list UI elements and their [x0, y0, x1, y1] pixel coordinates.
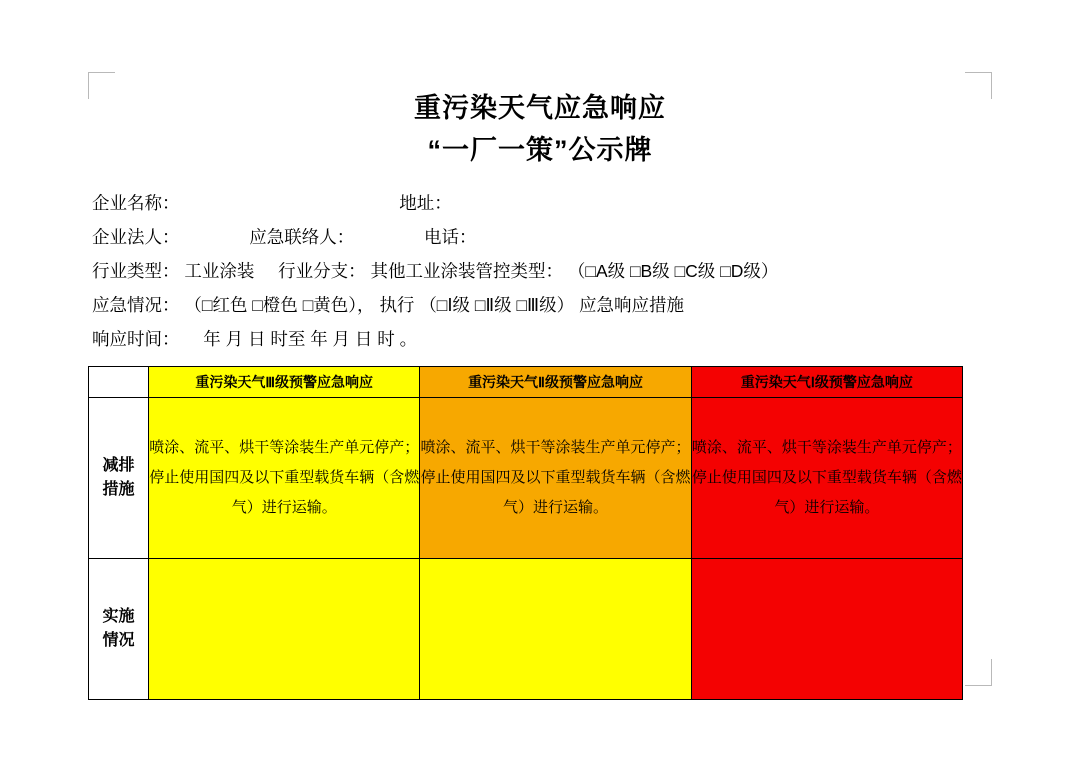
- field-row-legal-person: [92, 220, 992, 254]
- emergency-contact-label: 应急联络人：: [249, 227, 355, 247]
- header-level-3: 重污染天气Ⅲ级预警应急响应: [149, 367, 420, 398]
- row-label-status-line1: 实施: [102, 608, 135, 625]
- field-row-emergency-status: [92, 288, 992, 322]
- industry-type-label: 行业类型：: [92, 261, 180, 281]
- form-fields: [88, 186, 992, 356]
- row-label-measures: [89, 398, 149, 559]
- field-row-response-time: [92, 322, 992, 356]
- document-title: [88, 88, 992, 170]
- table-corner-cell: [89, 367, 149, 398]
- address-label: 地址：: [399, 193, 452, 213]
- execute-label: 执行: [379, 295, 415, 315]
- status-level-3[interactable]: [149, 559, 420, 700]
- response-measures-table: [88, 366, 963, 700]
- measures-level-3: 喷涂、流平、烘干等涂装生产单元停产；停止使用国四及以下重型载货车辆（含燃气）进行运输。: [149, 398, 420, 559]
- title-line-1: 重污染天气应急响应: [414, 93, 666, 123]
- status-level-2[interactable]: [420, 559, 691, 700]
- execute-suffix: 应急响应措施: [578, 295, 684, 315]
- table-row-measures: [89, 398, 963, 559]
- header-level-2: 重污染天气Ⅱ级预警应急响应: [420, 367, 691, 398]
- field-row-industry: [92, 254, 992, 288]
- emergency-status-checkbox-options[interactable]: （□红色 □橙色 □黄色），: [184, 295, 375, 315]
- response-time-label: 响应时间：: [92, 329, 180, 349]
- industry-branch-label: 行业分支：: [278, 261, 366, 281]
- row-label-status-line2: 情况: [102, 632, 135, 649]
- grade-checkbox-options[interactable]: （□A级 □B级 □C级 □D级）: [567, 261, 779, 281]
- emergency-status-label: 应急情况：: [92, 295, 180, 315]
- measures-level-1: 喷涂、流平、烘干等涂装生产单元停产；停止使用国四及以下重型载货车辆（含燃气）进行运输。: [691, 398, 962, 559]
- company-name-label: 企业名称：: [92, 193, 180, 213]
- table-row-status: [89, 559, 963, 700]
- execute-level-checkbox-options[interactable]: （□Ⅰ级 □Ⅱ级 □Ⅲ级）: [419, 295, 575, 315]
- row-label-measures-line1: 减排: [102, 457, 135, 474]
- table-header-row: [89, 367, 963, 398]
- title-line-2: “一厂一策”公示牌: [427, 135, 653, 165]
- response-time-value: 年 月 日 时至 年 月 日 时 。: [203, 329, 418, 349]
- header-level-1: 重污染天气Ⅰ级预警应急响应: [691, 367, 962, 398]
- row-label-measures-line2: 措施: [102, 481, 135, 498]
- industry-type-value: 工业涂装: [184, 261, 255, 281]
- field-row-company: [92, 186, 992, 220]
- document-body: [88, 80, 992, 700]
- phone-label: 电话：: [424, 227, 477, 247]
- status-level-1[interactable]: [691, 559, 962, 700]
- legal-person-label: 企业法人：: [92, 227, 180, 247]
- industry-branch-value: 其他工业涂装管控类型：: [370, 261, 563, 281]
- measures-level-2: 喷涂、流平、烘干等涂装生产单元停产；停止使用国四及以下重型载货车辆（含燃气）进行运输。: [420, 398, 691, 559]
- row-label-status: [89, 559, 149, 700]
